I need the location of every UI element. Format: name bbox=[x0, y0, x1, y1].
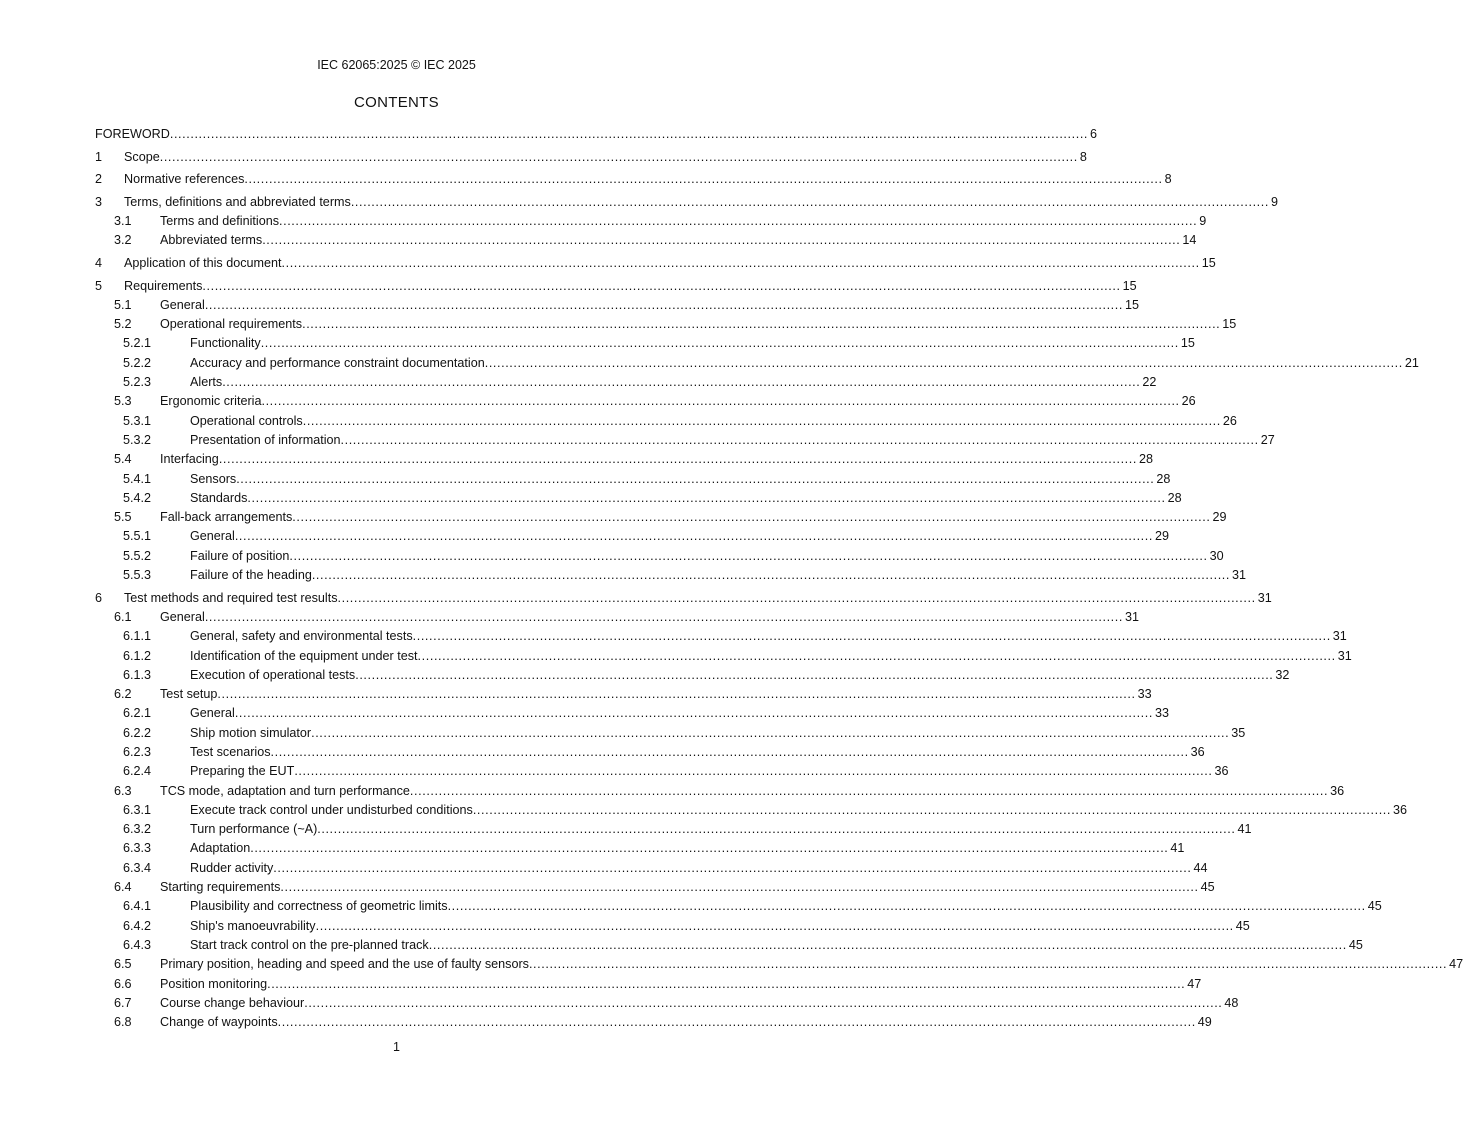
toc-entry-number: 6.1.3 bbox=[123, 667, 152, 682]
toc-leader-dots bbox=[294, 762, 1212, 781]
toc-entry-page: 31 bbox=[1124, 609, 1139, 624]
toc-entry[interactable] bbox=[95, 170, 1172, 189]
toc-entry-title: Application of this document bbox=[124, 255, 282, 270]
toc-entry-title: Plausibility and correctness of geometric limits bbox=[190, 899, 448, 914]
toc-entry-title: Position monitoring bbox=[160, 976, 268, 991]
toc-entry-page: 41 bbox=[1170, 841, 1185, 856]
toc-leader-dots bbox=[413, 627, 1331, 646]
toc-entry-page: 31 bbox=[1332, 629, 1347, 644]
toc-entry-page: 28 bbox=[1167, 490, 1182, 505]
toc-leader-dots bbox=[302, 315, 1220, 334]
toc-leader-dots bbox=[160, 148, 1078, 167]
toc-entry-title: Standards bbox=[190, 490, 248, 505]
toc-leader-dots bbox=[271, 743, 1189, 762]
toc-entry-page: 33 bbox=[1137, 687, 1152, 702]
toc-entry-number: 6.1.2 bbox=[123, 648, 152, 663]
toc-entry-title: Preparing the EUT bbox=[190, 764, 295, 779]
toc-entry-number: 6.4.2 bbox=[123, 918, 152, 933]
toc-entry-title: Terms, definitions and abbreviated terms bbox=[124, 194, 351, 209]
toc-leader-dots bbox=[267, 975, 1185, 994]
toc-entry[interactable] bbox=[95, 608, 1139, 627]
toc-entry-page: 32 bbox=[1275, 667, 1290, 682]
toc-entry-page: 15 bbox=[1124, 297, 1139, 312]
toc-entry-number: 5 bbox=[95, 278, 103, 293]
toc-entry[interactable] bbox=[95, 994, 1239, 1013]
toc-entry[interactable] bbox=[95, 277, 1137, 296]
toc-leader-dots bbox=[202, 277, 1120, 296]
toc-entry-number: 5.5 bbox=[114, 510, 132, 525]
toc-leader-dots bbox=[273, 859, 1191, 878]
toc-entry[interactable] bbox=[95, 666, 1290, 685]
toc-entry-number: 2 bbox=[95, 172, 103, 187]
toc-entry-title: General, safety and environmental tests bbox=[190, 629, 413, 644]
toc-entry-number: 6.3.2 bbox=[123, 822, 152, 837]
toc-entry-title: Change of waypoints bbox=[160, 1015, 278, 1030]
toc-entry[interactable] bbox=[95, 489, 1182, 508]
toc-entry-page: 35 bbox=[1231, 725, 1246, 740]
toc-entry-number: 5.3.1 bbox=[123, 413, 152, 428]
toc-entry-page: 36 bbox=[1330, 783, 1345, 798]
toc-entry-title: Interfacing bbox=[160, 452, 219, 467]
toc-entry-page: 45 bbox=[1200, 880, 1215, 895]
toc-entry-number: 6.3.3 bbox=[123, 841, 152, 856]
toc-entry-title: Fall-back arrangements bbox=[160, 510, 293, 525]
toc-entry-page: 26 bbox=[1181, 394, 1196, 409]
toc-leader-dots bbox=[316, 917, 1234, 936]
toc-leader-dots bbox=[250, 839, 1168, 858]
toc-entry-number: 6.4 bbox=[114, 880, 132, 895]
toc-entry-title: Start track control on the pre-planned track bbox=[190, 937, 429, 952]
toc-entry-number: 6.2.4 bbox=[123, 764, 152, 779]
toc-entry-page: 49 bbox=[1197, 1015, 1212, 1030]
toc-entry-title: Ship's manoeuvrability bbox=[190, 918, 316, 933]
toc-entry[interactable] bbox=[95, 315, 1237, 334]
toc-entry-number: 6.5 bbox=[114, 957, 132, 972]
toc-entry-title: Test methods and required test results bbox=[124, 590, 338, 605]
toc-entry-title: Test scenarios bbox=[190, 744, 271, 759]
toc-entry-page: 48 bbox=[1224, 995, 1239, 1010]
toc-entry[interactable] bbox=[95, 373, 1157, 392]
toc-entry-page: 45 bbox=[1367, 899, 1382, 914]
toc-entry[interactable] bbox=[95, 627, 1347, 646]
toc-leader-dots bbox=[279, 212, 1197, 231]
toc-entry-number: 5.3.2 bbox=[123, 432, 152, 447]
toc-entry-page: 6 bbox=[1090, 127, 1098, 141]
toc-entry[interactable] bbox=[95, 936, 1363, 955]
toc-leader-dots bbox=[282, 254, 1200, 273]
toc-entry-number: 6.1 bbox=[114, 609, 132, 624]
toc-entry[interactable] bbox=[95, 148, 1087, 167]
toc-leader-dots bbox=[448, 897, 1366, 916]
page-number: 1 bbox=[393, 1040, 400, 1054]
toc-entry[interactable] bbox=[95, 1013, 1212, 1032]
toc-entry-page: 31 bbox=[1257, 590, 1272, 605]
toc-entry-title: Failure of the heading bbox=[190, 568, 312, 583]
toc-leader-dots bbox=[244, 170, 1162, 189]
toc-entry-page: 31 bbox=[1337, 648, 1352, 663]
toc-entry-title: Operational requirements bbox=[160, 317, 303, 332]
toc-entry-number: 3 bbox=[95, 194, 103, 209]
toc-entry-page: 9 bbox=[1199, 214, 1207, 229]
toc-leader-dots bbox=[278, 1013, 1196, 1032]
toc-leader-dots bbox=[222, 373, 1140, 392]
toc-entry-number: 5.2.3 bbox=[123, 375, 152, 390]
toc-entry-page: 44 bbox=[1193, 860, 1208, 875]
toc-entry-page: 47 bbox=[1187, 976, 1202, 991]
toc-leader-dots bbox=[217, 685, 1135, 704]
toc-entry-page: 47 bbox=[1449, 957, 1463, 972]
toc-entry[interactable] bbox=[95, 859, 1208, 878]
toc-entry-title: General bbox=[190, 529, 235, 544]
toc-entry-number: 6 bbox=[95, 590, 103, 605]
toc-entry-number: 6.4.3 bbox=[123, 937, 152, 952]
toc-entry-title: Execute track control under undisturbed conditions bbox=[190, 802, 473, 817]
toc-entry-page: 31 bbox=[1232, 568, 1247, 583]
toc-entry-number: 1 bbox=[95, 149, 103, 164]
toc-entry-title: Primary position, heading and speed and the use of faulty sensors bbox=[160, 957, 529, 972]
toc-entry[interactable] bbox=[95, 589, 1272, 608]
toc-entry-title: Rudder activity bbox=[190, 860, 274, 875]
toc-entry[interactable] bbox=[95, 566, 1247, 585]
table-of-contents bbox=[95, 125, 1463, 1032]
toc-entry-page: 8 bbox=[1079, 149, 1087, 164]
toc-leader-dots bbox=[236, 470, 1154, 489]
toc-entry[interactable] bbox=[95, 782, 1345, 801]
toc-leader-dots bbox=[289, 547, 1207, 566]
toc-entry[interactable] bbox=[95, 647, 1352, 666]
toc-leader-dots bbox=[247, 489, 1165, 508]
toc-leader-dots bbox=[303, 412, 1221, 431]
toc-entry-number: 6.3.4 bbox=[123, 860, 152, 875]
toc-entry-page: 36 bbox=[1393, 802, 1408, 817]
toc-entry-number: 5.4.2 bbox=[123, 490, 152, 505]
toc-entry[interactable] bbox=[95, 839, 1185, 858]
toc-entry[interactable] bbox=[95, 897, 1382, 916]
toc-entry-page: 15 bbox=[1180, 336, 1195, 351]
toc-entry[interactable] bbox=[95, 470, 1171, 489]
toc-entry[interactable] bbox=[95, 354, 1419, 373]
toc-leader-dots bbox=[312, 566, 1230, 585]
toc-entry[interactable] bbox=[95, 392, 1196, 411]
toc-entry-number: 6.6 bbox=[114, 976, 132, 991]
toc-entry[interactable] bbox=[95, 955, 1463, 974]
toc-entry-number: 4 bbox=[95, 255, 103, 270]
toc-leader-dots bbox=[341, 431, 1259, 450]
toc-entry[interactable] bbox=[95, 412, 1237, 431]
toc-entry-page: 33 bbox=[1154, 706, 1169, 721]
toc-entry-title: Test setup bbox=[160, 687, 218, 702]
toc-entry-title: TCS mode, adaptation and turn performance bbox=[160, 783, 410, 798]
toc-entry-number: 6.2.1 bbox=[123, 706, 152, 721]
toc-entry-page: 21 bbox=[1404, 355, 1419, 370]
toc-entry-page: 26 bbox=[1222, 413, 1237, 428]
toc-entry-page: 28 bbox=[1138, 452, 1153, 467]
toc-entry[interactable] bbox=[95, 125, 1098, 144]
toc-entry-number: 5.4.1 bbox=[123, 471, 152, 486]
toc-entry-number: 5.2 bbox=[114, 317, 132, 332]
toc-entry[interactable] bbox=[95, 547, 1224, 566]
toc-entry-title: Turn performance (~A) bbox=[190, 822, 318, 837]
toc-leader-dots bbox=[418, 647, 1336, 666]
toc-entry[interactable] bbox=[95, 975, 1202, 994]
toc-entry-number: 3.2 bbox=[114, 233, 132, 248]
toc-entry[interactable] bbox=[95, 431, 1275, 450]
toc-entry-title: General bbox=[190, 706, 235, 721]
toc-entry[interactable] bbox=[95, 743, 1205, 762]
toc-entry[interactable] bbox=[95, 917, 1250, 936]
toc-entry-page: 45 bbox=[1348, 937, 1363, 952]
toc-entry-title: Execution of operational tests bbox=[190, 667, 356, 682]
toc-entry-page: 15 bbox=[1201, 255, 1216, 270]
toc-entry-title: Requirements bbox=[124, 278, 203, 293]
toc-entry-title: Normative references bbox=[124, 172, 245, 187]
toc-entry-title: Course change behaviour bbox=[160, 995, 305, 1010]
toc-entry[interactable] bbox=[95, 212, 1207, 231]
toc-entry-number: 6.4.1 bbox=[123, 899, 152, 914]
toc-leader-dots bbox=[205, 608, 1123, 627]
toc-entry-title: General bbox=[160, 609, 205, 624]
toc-leader-dots bbox=[205, 296, 1123, 315]
toc-entry-number: 5.5.1 bbox=[123, 529, 152, 544]
toc-leader-dots bbox=[429, 936, 1347, 955]
toc-entry-number: 5.1 bbox=[114, 297, 132, 312]
toc-entry-title: Ergonomic criteria bbox=[160, 394, 262, 409]
toc-leader-dots bbox=[529, 955, 1447, 974]
toc-entry[interactable] bbox=[95, 685, 1152, 704]
toc-leader-dots bbox=[219, 450, 1137, 469]
toc-entry[interactable] bbox=[95, 334, 1195, 353]
toc-entry[interactable] bbox=[95, 762, 1229, 781]
toc-leader-dots bbox=[261, 334, 1179, 353]
toc-entry[interactable] bbox=[95, 878, 1215, 897]
toc-entry-number: 5.5.3 bbox=[123, 568, 152, 583]
toc-entry-page: 36 bbox=[1214, 764, 1229, 779]
toc-entry-number: 6.8 bbox=[114, 1015, 132, 1030]
toc-entry-title: Ship motion simulator bbox=[190, 725, 312, 740]
toc-entry-title: Sensors bbox=[190, 471, 237, 486]
toc-entry-number: 6.2.2 bbox=[123, 725, 152, 740]
toc-entry-page: 22 bbox=[1142, 375, 1157, 390]
toc-entry[interactable] bbox=[95, 527, 1169, 546]
toc-entry-page: 27 bbox=[1260, 432, 1275, 447]
toc-leader-dots bbox=[170, 125, 1088, 144]
toc-entry-number: 6.1.1 bbox=[123, 629, 152, 644]
toc-entry[interactable] bbox=[95, 724, 1246, 743]
toc-entry-title: Operational controls bbox=[190, 413, 303, 428]
toc-entry[interactable] bbox=[95, 296, 1139, 315]
toc-leader-dots bbox=[235, 527, 1153, 546]
toc-entry-page: 9 bbox=[1270, 194, 1278, 209]
toc-entry-page: 14 bbox=[1182, 233, 1197, 248]
toc-entry-title: Alerts bbox=[190, 375, 223, 390]
toc-entry[interactable] bbox=[95, 704, 1169, 723]
toc-entry-number: 5.5.2 bbox=[123, 548, 152, 563]
toc-entry-number: 3.1 bbox=[114, 214, 132, 229]
toc-entry-number: 5.2.1 bbox=[123, 336, 152, 351]
toc-entry-page: 28 bbox=[1156, 471, 1171, 486]
contents-title: CONTENTS bbox=[354, 94, 439, 111]
toc-leader-dots bbox=[473, 801, 1391, 820]
toc-leader-dots bbox=[304, 994, 1222, 1013]
page-header: IEC 62065:2025 © IEC 2025 bbox=[317, 58, 476, 72]
toc-entry-number: 6.2 bbox=[114, 687, 132, 702]
toc-entry[interactable] bbox=[95, 820, 1252, 839]
toc-entry[interactable] bbox=[95, 231, 1197, 250]
toc-entry[interactable] bbox=[95, 801, 1408, 820]
toc-entry-number: 5.2.2 bbox=[123, 355, 152, 370]
toc-entry[interactable] bbox=[95, 193, 1278, 212]
toc-entry-page: 45 bbox=[1235, 918, 1250, 933]
toc-entry-title: FOREWORD bbox=[95, 127, 170, 141]
toc-leader-dots bbox=[261, 392, 1179, 411]
toc-entry-page: 29 bbox=[1154, 529, 1169, 544]
toc-entry-title: Identification of the equipment under test bbox=[190, 648, 418, 663]
toc-entry[interactable] bbox=[95, 450, 1153, 469]
toc-leader-dots bbox=[235, 704, 1153, 723]
toc-entry-page: 15 bbox=[1222, 317, 1237, 332]
toc-entry-title: Accuracy and performance constraint documentation bbox=[190, 355, 485, 370]
toc-leader-dots bbox=[311, 724, 1229, 743]
toc-entry-page: 8 bbox=[1164, 172, 1172, 187]
toc-entry-title: Adaptation bbox=[190, 841, 251, 856]
toc-entry-page: 30 bbox=[1209, 548, 1224, 563]
toc-entry-number: 6.3.1 bbox=[123, 802, 152, 817]
toc-entry-page: 41 bbox=[1237, 822, 1252, 837]
toc-leader-dots bbox=[410, 782, 1328, 801]
toc-entry-title: Failure of position bbox=[190, 548, 290, 563]
toc-entry-title: General bbox=[160, 297, 205, 312]
toc-entry-number: 6.2.3 bbox=[123, 744, 152, 759]
toc-entry-page: 29 bbox=[1212, 510, 1227, 525]
toc-entry-title: Starting requirements bbox=[160, 880, 281, 895]
toc-leader-dots bbox=[338, 589, 1256, 608]
toc-leader-dots bbox=[262, 231, 1180, 250]
toc-entry-page: 36 bbox=[1190, 744, 1205, 759]
toc-leader-dots bbox=[317, 820, 1235, 839]
toc-leader-dots bbox=[485, 354, 1403, 373]
toc-entry-page: 15 bbox=[1122, 278, 1137, 293]
toc-entry[interactable] bbox=[95, 254, 1216, 273]
toc-entry-number: 6.3 bbox=[114, 783, 132, 798]
toc-entry-title: Scope bbox=[124, 149, 160, 164]
toc-entry-title: Functionality bbox=[190, 336, 261, 351]
toc-leader-dots bbox=[280, 878, 1198, 897]
toc-entry-number: 5.3 bbox=[114, 394, 132, 409]
toc-leader-dots bbox=[355, 666, 1273, 685]
toc-entry[interactable] bbox=[95, 508, 1227, 527]
toc-entry-title: Terms and definitions bbox=[160, 214, 280, 229]
toc-entry-title: Abbreviated terms bbox=[160, 233, 263, 248]
toc-leader-dots bbox=[292, 508, 1210, 527]
toc-entry-number: 6.7 bbox=[114, 995, 132, 1010]
toc-leader-dots bbox=[351, 193, 1269, 212]
toc-entry-title: Presentation of information bbox=[190, 432, 341, 447]
toc-entry-number: 5.4 bbox=[114, 452, 132, 467]
